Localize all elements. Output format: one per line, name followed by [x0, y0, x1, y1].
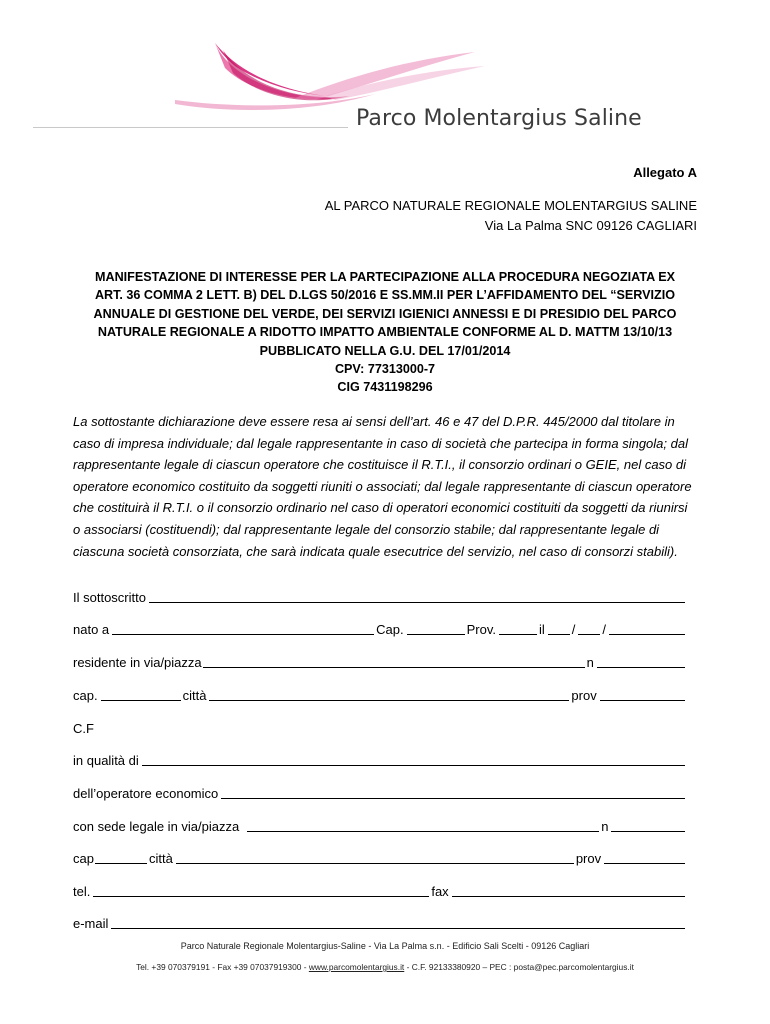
title-line: PUBBLICATO NELLA G.U. DEL 17/01/2014: [259, 343, 511, 358]
label-citta: città: [182, 688, 207, 703]
row-qualita: [73, 753, 687, 768]
recipient-name: AL PARCO NATURALE REGIONALE MOLENTARGIUS SALINE: [324, 198, 697, 213]
field-tel[interactable]: [93, 884, 429, 897]
row-cap-citta: [73, 688, 687, 703]
field-operatore[interactable]: [221, 786, 685, 799]
row-cf: [73, 721, 687, 736]
label-residente: residente in via/piazza: [73, 655, 202, 670]
cig-code: CIG 7431198296: [337, 380, 433, 395]
title-line: MANIFESTAZIONE DI INTERESSE PER LA PARTECIPAZIONE ALLA PROCEDURA NEGOZIATA EX: [94, 270, 676, 284]
field-qualita[interactable]: [142, 753, 685, 766]
label-n: n: [586, 655, 594, 670]
field-birth-day[interactable]: [548, 622, 570, 635]
field-sede-number[interactable]: [611, 819, 685, 832]
field-birth-year[interactable]: [609, 622, 685, 635]
label-n: n: [601, 819, 609, 834]
logo-feather-icon: [175, 38, 505, 110]
row-nato: [73, 622, 687, 637]
row-operatore: [73, 786, 687, 801]
label-cap: Cap.: [376, 622, 404, 637]
field-birth-cap[interactable]: [407, 622, 465, 635]
cpv-code: CPV: 77313000-7: [334, 362, 436, 377]
row-email: [73, 916, 687, 931]
field-sede-prov[interactable]: [604, 851, 685, 864]
logo-divider: [33, 127, 348, 128]
title-line: NATURALE REGIONALE A RIDOTTO IMPATTO AMBIENTALE CONFORME AL D. MATTM 13/10/13: [97, 325, 673, 340]
field-sede-city[interactable]: [176, 851, 574, 864]
label-prov-lower: prov: [571, 688, 597, 703]
label-fax: fax: [431, 884, 449, 899]
instructions-paragraph: La sottostante dichiarazione deve essere resa ai sensi dell’art. 46 e 47 del D.P.R. 445/2000 dal titolare in caso di impresa individuale; dal legale rappresentante in caso di società che partecipa in forma singola; dal rappresentante legale di ciascun operatore che costituisce il R.T.I., il consorzio ordinari o GEIE, nel caso di operatore economico costituito da soggetti riuniti o associati; dal legale rappresentante di ciascun operatore che costituirà il R.T.I. o il consorzio ordinario nel caso di operatori economici costituiti da soggetti da riunirsi o associarsi (costituendi); dal rappresentante legale del consorzio stabile; dal rappresentante legale di ciascuna società consorziata, che sarà indicata quale esecutrice del servizio, nel caso di consorzi stabili).: [73, 414, 692, 559]
row-tel-fax: [73, 884, 687, 899]
row-residenza: [73, 655, 687, 670]
field-sede-cap[interactable]: [95, 851, 147, 864]
date-separator: /: [571, 622, 576, 637]
field-residence-city[interactable]: [209, 688, 569, 701]
label-sottoscritto: Il sottoscritto: [73, 590, 146, 605]
label-email: e-mail: [73, 916, 109, 931]
row-sede: [73, 819, 687, 834]
field-sede-street[interactable]: [247, 819, 599, 832]
field-residence-cap[interactable]: [101, 688, 181, 701]
field-residence-prov[interactable]: [600, 688, 685, 701]
field-sottoscritto[interactable]: [149, 590, 685, 603]
attachment-label: Allegato A: [633, 165, 697, 180]
label-operatore: dell’operatore economico: [73, 786, 219, 801]
field-residence-number[interactable]: [597, 655, 685, 668]
label-il: il: [539, 622, 545, 637]
field-fax[interactable]: [452, 884, 685, 897]
footer-website-link[interactable]: www.parcomolentargius.it: [308, 962, 405, 972]
document-title: [70, 268, 700, 397]
title-line: ANNUALE DI GESTIONE DEL VERDE, DEI SERVIZI IGIENICI ANNESSI E DI PRESIDIO DEL PARCO: [93, 306, 677, 321]
label-prov-lower: prov: [575, 851, 602, 866]
label-cf: C.F: [73, 721, 94, 736]
label-qualita: in qualità di: [73, 753, 139, 768]
field-birthplace[interactable]: [112, 622, 374, 635]
label-prov: Prov.: [466, 622, 497, 637]
row-sede-cap: [73, 851, 687, 866]
label-sede: con sede legale in via/piazza: [73, 819, 240, 834]
field-birth-prov[interactable]: [499, 622, 537, 635]
field-birth-month[interactable]: [578, 622, 600, 635]
logo-text: Parco Molentargius Saline: [356, 106, 642, 131]
row-sottoscritto: [73, 590, 687, 605]
label-tel: tel.: [73, 884, 91, 899]
label-cap-lower: cap.: [73, 688, 98, 703]
label-nato-a: nato a: [73, 622, 110, 637]
title-line: ART. 36 COMMA 2 LETT. B) DEL D.LGS 50/2016 E SS.MM.II PER L’AFFIDAMENTO DEL “SERVIZIO: [94, 288, 676, 303]
label-cap-plain: cap: [73, 851, 94, 866]
footer-contacts: [0, 962, 770, 972]
footer-cf-pec: - C.F. 92133380920 – PEC : posta@pec.parcomolentargius.it: [404, 962, 634, 972]
footer-phone-fax: Tel. +39 070379191 - Fax +39 07037919300 -: [136, 962, 309, 972]
field-residence-street[interactable]: [203, 655, 585, 668]
label-citta: città: [148, 851, 173, 866]
recipient-address: Via La Palma SNC 09126 CAGLIARI: [484, 218, 697, 233]
footer-address: Parco Naturale Regionale Molentargius-Saline - Via La Palma s.n. - Edificio Sali Scelti - 09126 Cagliari: [180, 941, 590, 951]
date-separator: /: [602, 622, 607, 637]
field-email[interactable]: [111, 916, 685, 929]
